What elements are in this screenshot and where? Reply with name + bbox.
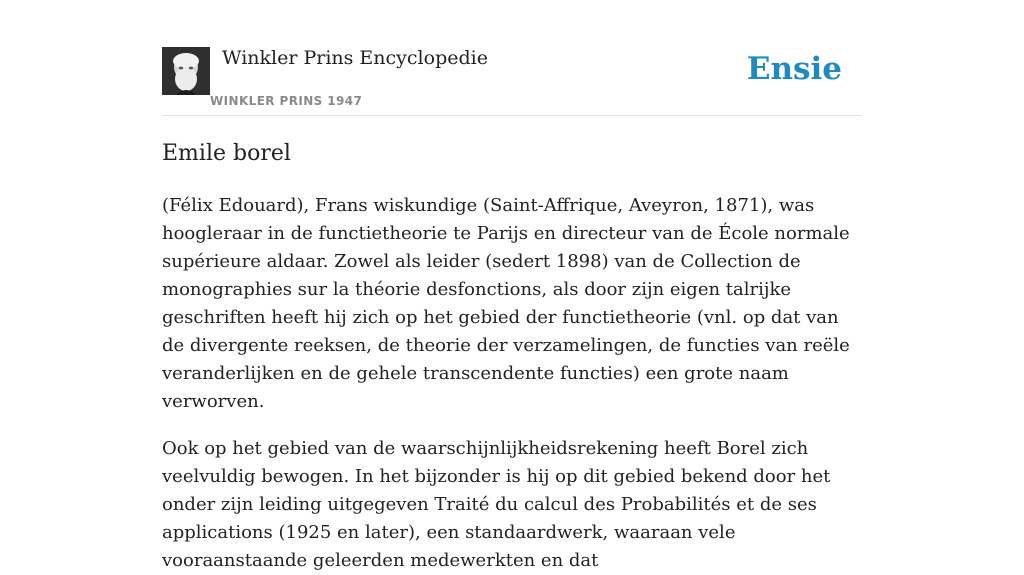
source-subtitle: WINKLER PRINS 1947 [210, 94, 363, 108]
article [162, 138, 862, 575]
header [162, 0, 862, 116]
article-paragraph: (Félix Edouard), Frans wiskundige (Saint-Affrique, Aveyron, 1871), was hoogleraar in de functietheorie te Parijs en directeur van de École normale supérieure aldaar. Zowel als leider (sedert 1898) van de Collection de monographies sur la théorie desfonctions, als door zijn eigen talrijke geschriften heeft hij zich op het gebied der functietheorie (vnl. op dat van de divergente reeksen, de theorie der verzamelingen, de functies van reële veranderlijken en de gehele transcendente functies) een grote naam verworven. [162, 195, 850, 412]
source-avatar[interactable] [162, 47, 210, 95]
source-title[interactable]: Winkler Prins Encyclopedie [222, 47, 488, 69]
ensie-logo[interactable]: Ensie [746, 51, 842, 87]
portrait-icon [162, 47, 210, 95]
article-title: Emile borel [162, 141, 291, 166]
article-paragraph: Ook op het gebied van de waarschijnlijkheidsrekening heeft Borel zich veelvuldig bewogen. In het bijzonder is hij op dit gebied bekend door het onder zijn leiding uitgegeven Traité du calcul des Probabilités et de ses applications (1925 en later), een standaardwerk, waaraan vele vooraanstaande geleerden medewerkten en dat [162, 438, 831, 571]
